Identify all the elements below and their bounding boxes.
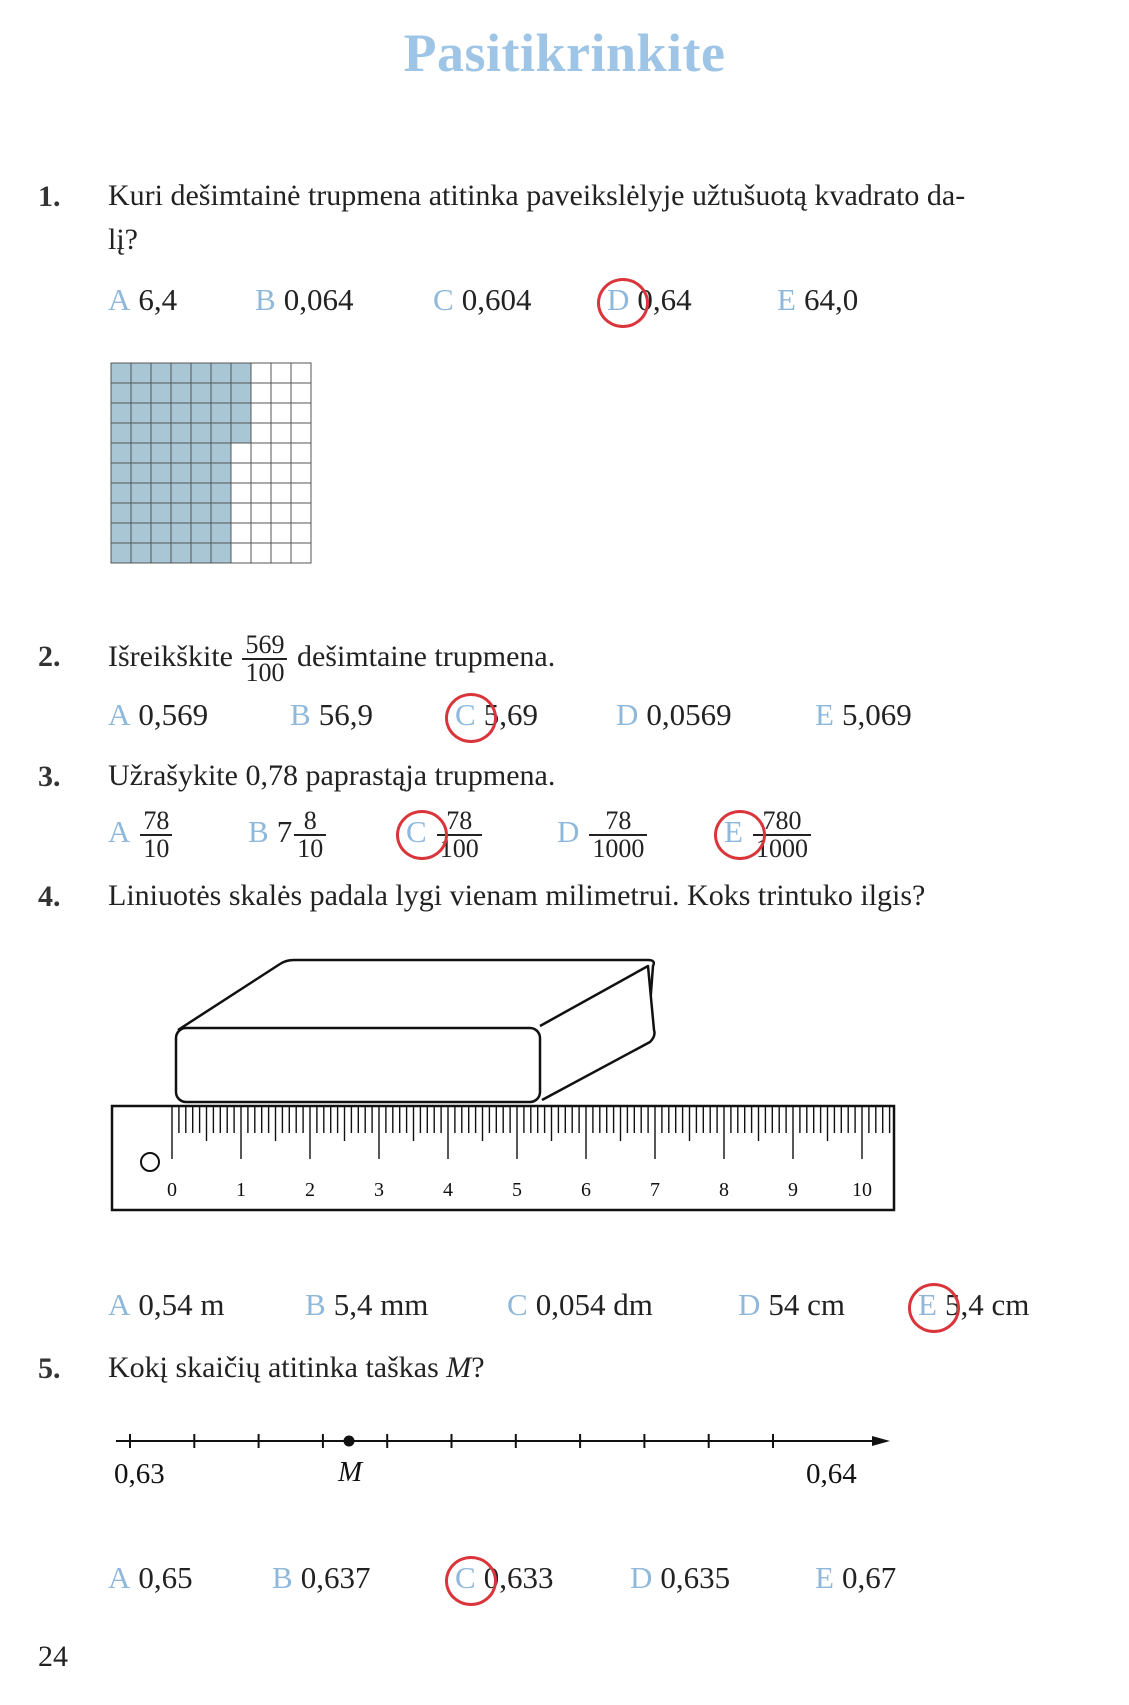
q3-option-a[interactable]	[108, 808, 174, 862]
mixed-whole: 7	[276, 814, 293, 850]
option-value: 56,9	[318, 697, 373, 732]
point-m-dot	[344, 1436, 355, 1447]
grid-cell	[291, 483, 311, 503]
grid-cell	[251, 443, 271, 463]
option-value: 0,064	[283, 282, 354, 317]
grid-cell	[191, 383, 211, 403]
option-value: 0,633	[483, 1560, 554, 1595]
option-fraction	[140, 808, 172, 862]
grid-cell	[131, 503, 151, 523]
option-value: 6,4	[138, 282, 178, 317]
option-letter: A	[108, 1560, 131, 1595]
grid-cell	[291, 423, 311, 443]
option-letter: B	[255, 282, 276, 317]
grid-cell	[271, 483, 291, 503]
q1-option-c[interactable]	[433, 282, 531, 318]
q2-option-c[interactable]	[455, 697, 538, 733]
option-value: 0,67	[841, 1560, 897, 1595]
question-2-text	[108, 632, 555, 686]
option-letter: D	[557, 814, 580, 850]
grid-cell	[211, 503, 231, 523]
grid-cell	[191, 503, 211, 523]
question-5-text-before: Kokį skaičių atitinka taškas	[108, 1351, 439, 1384]
grid-cell	[111, 363, 131, 383]
grid-cell	[151, 363, 171, 383]
option-value: 0,64	[637, 282, 692, 317]
option-value: 0,0569	[646, 697, 732, 732]
option-value: 0,54 m	[138, 1287, 225, 1322]
grid-cell	[231, 503, 251, 523]
grid-cell	[111, 383, 131, 403]
grid-cell	[171, 423, 191, 443]
grid-cell	[111, 543, 131, 563]
q2-option-a[interactable]	[108, 697, 208, 733]
option-value: 0,054 dm	[535, 1287, 653, 1322]
grid-cell	[191, 403, 211, 423]
grid-cell	[271, 443, 291, 463]
grid-cell	[271, 463, 291, 483]
grid-cell	[131, 423, 151, 443]
option-letter-marked: D	[607, 282, 630, 317]
question-2-fraction	[242, 632, 287, 686]
grid-cell	[191, 423, 211, 443]
grid-cell	[251, 383, 271, 403]
fraction-denominator: 100	[242, 658, 287, 686]
grid-cell	[231, 383, 251, 403]
grid-cell	[131, 523, 151, 543]
grid-cell	[251, 463, 271, 483]
grid-cell	[171, 523, 191, 543]
option-letter: B	[305, 1287, 326, 1322]
option-letter: B	[272, 1560, 293, 1595]
option-letter: C	[433, 282, 454, 317]
grid-cell	[131, 483, 151, 503]
fraction-numerator: 78	[605, 806, 632, 835]
q5-option-b[interactable]	[272, 1560, 370, 1596]
option-letter: B	[248, 814, 269, 850]
ruler-label: 0	[167, 1179, 177, 1201]
grid-cell	[171, 383, 191, 403]
option-value: 0,637	[300, 1560, 371, 1595]
question-2-text-before: Išreikškite	[108, 639, 233, 673]
grid-cell	[251, 503, 271, 523]
q4-option-b[interactable]	[305, 1287, 428, 1323]
question-4-text: Liniuotės skalės padala lygi vienam milimetrui. Koks trintuko ilgis?	[108, 879, 926, 912]
fraction-numerator: 78	[446, 806, 473, 835]
fraction-denominator: 1000	[753, 834, 811, 862]
option-letter: A	[108, 282, 131, 317]
option-value: 5,69	[483, 697, 538, 732]
q4-option-e[interactable]	[918, 1287, 1029, 1323]
grid-cell	[211, 443, 231, 463]
grid-cell	[191, 443, 211, 463]
grid-cell	[211, 363, 231, 383]
number-line-start-label: 0,63	[114, 1458, 165, 1490]
grid-cell	[251, 423, 271, 443]
fraction-denominator: 10	[294, 834, 326, 862]
grid-cell	[291, 543, 311, 563]
option-letter: A	[108, 814, 131, 850]
ruler-label: 8	[719, 1179, 729, 1201]
fraction-denominator: 100	[437, 834, 482, 862]
grid-cell	[131, 543, 151, 563]
option-value: 54 cm	[768, 1287, 846, 1322]
option-letter: B	[290, 697, 311, 732]
grid-cell	[191, 363, 211, 383]
grid-cell	[271, 383, 291, 403]
grid-cell	[231, 483, 251, 503]
q5-option-a[interactable]	[108, 1560, 193, 1596]
grid-cell	[111, 443, 131, 463]
grid-cell	[271, 363, 291, 383]
ruler-label: 2	[305, 1179, 315, 1201]
grid-cell	[291, 523, 311, 543]
q2-option-e[interactable]	[815, 697, 912, 733]
q1-option-e[interactable]	[777, 282, 858, 318]
q3-option-e[interactable]	[724, 808, 813, 862]
grid-cell	[211, 383, 231, 403]
grid-cell	[111, 463, 131, 483]
ruler-label: 3	[374, 1179, 384, 1201]
option-value: 0,635	[660, 1560, 731, 1595]
option-letter: D	[738, 1287, 761, 1322]
option-letter: E	[815, 697, 834, 732]
fraction-denominator: 1000	[589, 834, 647, 862]
grid-cell	[211, 403, 231, 423]
grid-cell	[151, 483, 171, 503]
question-4-number: 4.	[38, 880, 61, 913]
grid-cell	[131, 363, 151, 383]
grid-cell	[171, 503, 191, 523]
option-letter-marked: C	[455, 697, 476, 732]
grid-cell	[111, 503, 131, 523]
question-3-number: 3.	[38, 760, 61, 793]
grid-cell	[291, 383, 311, 403]
grid-cell	[111, 423, 131, 443]
grid-cell	[251, 483, 271, 503]
number-line-end-label: 0,64	[806, 1458, 857, 1490]
grid-cell	[151, 503, 171, 523]
grid-cell	[231, 443, 251, 463]
question-5-number: 5.	[38, 1352, 61, 1385]
ruler-label: 6	[581, 1179, 591, 1201]
option-fraction	[294, 808, 326, 862]
option-fraction	[589, 808, 647, 862]
option-letter: C	[507, 1287, 528, 1322]
grid-cell	[171, 543, 191, 563]
option-letter-marked: C	[455, 1560, 476, 1595]
q4-option-d[interactable]	[738, 1287, 845, 1323]
question-5-point-name: M	[446, 1351, 472, 1384]
option-value: 5,4 cm	[944, 1287, 1030, 1322]
grid-cell	[131, 463, 151, 483]
shaded-grid-figure	[110, 362, 312, 564]
grid-cell	[231, 523, 251, 543]
q5-option-e[interactable]	[815, 1560, 896, 1596]
grid-cell	[211, 523, 231, 543]
option-value: 0,569	[138, 697, 209, 732]
q1-option-d[interactable]	[607, 282, 692, 318]
grid-cell	[211, 463, 231, 483]
q4-option-c[interactable]	[507, 1287, 653, 1323]
fraction-numerator: 78	[143, 806, 170, 835]
grid-cell	[131, 443, 151, 463]
question-1-text-line-2: lį?	[108, 223, 138, 256]
grid-cell	[151, 423, 171, 443]
option-value: 0,604	[461, 282, 532, 317]
option-letter: A	[108, 1287, 131, 1322]
grid-cell	[111, 483, 131, 503]
grid-cell	[291, 363, 311, 383]
q3-option-b[interactable]	[248, 808, 328, 862]
question-1-text	[108, 174, 1088, 262]
question-1-text-line-1: Kuri dešimtainė trupmena atitinka paveikslėlyje užtušuotą kvadrato da-	[108, 179, 966, 212]
ruler	[112, 1106, 894, 1210]
option-letter: D	[616, 697, 639, 732]
grid-cell	[191, 463, 211, 483]
grid-cell	[291, 463, 311, 483]
grid-cell	[151, 543, 171, 563]
question-5-text	[108, 1346, 485, 1390]
grid-cell	[251, 543, 271, 563]
grid-cell	[171, 463, 191, 483]
option-value: 5,069	[841, 697, 912, 732]
grid-cell	[171, 403, 191, 423]
grid-cell	[151, 443, 171, 463]
grid-cell	[271, 403, 291, 423]
grid-cell	[151, 403, 171, 423]
grid-cell	[191, 483, 211, 503]
page-title: Pasitikrinkite	[403, 23, 726, 83]
page-number: 24	[38, 1640, 68, 1673]
q1-option-b[interactable]	[255, 282, 353, 318]
question-2-number: 2.	[38, 640, 61, 673]
ruler-label: 5	[512, 1179, 522, 1201]
q5-option-d[interactable]	[630, 1560, 730, 1596]
q2-option-d[interactable]	[616, 697, 732, 733]
grid-cell	[211, 423, 231, 443]
option-value: 0,65	[138, 1560, 193, 1595]
grid-cell	[271, 523, 291, 543]
grid-cell	[211, 483, 231, 503]
number-line-arrow-head	[872, 1436, 890, 1446]
ruler-label: 1	[236, 1179, 246, 1201]
option-letter-marked: C	[406, 814, 427, 850]
grid-cell	[171, 443, 191, 463]
grid-cell	[251, 363, 271, 383]
q2-option-b[interactable]	[290, 697, 373, 733]
option-letter-marked: E	[918, 1287, 937, 1322]
eraser-and-ruler-figure	[100, 950, 910, 1225]
grid-cell	[231, 423, 251, 443]
grid-cell	[271, 543, 291, 563]
grid-cell	[171, 483, 191, 503]
grid-cell	[151, 383, 171, 403]
fraction-numerator: 780	[762, 806, 802, 835]
grid-cell	[151, 463, 171, 483]
grid-cell	[291, 403, 311, 423]
question-1-number: 1.	[38, 180, 61, 213]
option-letter: D	[630, 1560, 653, 1595]
grid-cell	[231, 463, 251, 483]
grid-cell	[111, 523, 131, 543]
ruler-label: 4	[443, 1179, 453, 1201]
grid-cell	[251, 523, 271, 543]
grid-cell	[291, 443, 311, 463]
fraction-denominator: 10	[140, 834, 172, 862]
grid-cell	[271, 503, 291, 523]
question-5-text-after: ?	[471, 1351, 485, 1384]
grid-cell	[131, 403, 151, 423]
grid-cell	[171, 363, 191, 383]
option-value: 5,4 mm	[333, 1287, 429, 1322]
grid-cell	[131, 383, 151, 403]
grid-cell	[191, 543, 211, 563]
option-letter: A	[108, 697, 131, 732]
q3-option-c[interactable]	[406, 808, 484, 862]
q3-option-d[interactable]	[557, 808, 649, 862]
grid-cell	[271, 423, 291, 443]
grid-cell	[111, 403, 131, 423]
option-letter: E	[815, 1560, 834, 1595]
grid-cell	[231, 403, 251, 423]
q4-option-a[interactable]	[108, 1287, 225, 1323]
q1-option-a[interactable]	[108, 282, 177, 318]
number-line-figure	[100, 1415, 900, 1505]
ruler-label: 10	[852, 1179, 872, 1201]
ruler-label: 9	[788, 1179, 798, 1201]
q5-option-c[interactable]	[455, 1560, 553, 1596]
grid-cell	[191, 523, 211, 543]
grid-cell	[151, 523, 171, 543]
grid-cell	[211, 543, 231, 563]
grid-cell	[231, 543, 251, 563]
fraction-numerator: 8	[303, 806, 317, 835]
number-line-point-label: M	[338, 1456, 363, 1488]
fraction-numerator: 569	[245, 630, 285, 659]
ruler-label: 7	[650, 1179, 660, 1201]
option-letter: E	[777, 282, 796, 317]
question-2-text-after: dešimtaine trupmena.	[296, 639, 556, 673]
option-letter-marked: E	[724, 814, 743, 850]
option-value: 64,0	[803, 282, 859, 317]
eraser	[176, 960, 655, 1102]
question-3-text: Užrašykite 0,78 paprastąja trupmena.	[108, 759, 556, 792]
grid-cell	[291, 503, 311, 523]
grid-cell	[231, 363, 251, 383]
grid-cell	[251, 403, 271, 423]
